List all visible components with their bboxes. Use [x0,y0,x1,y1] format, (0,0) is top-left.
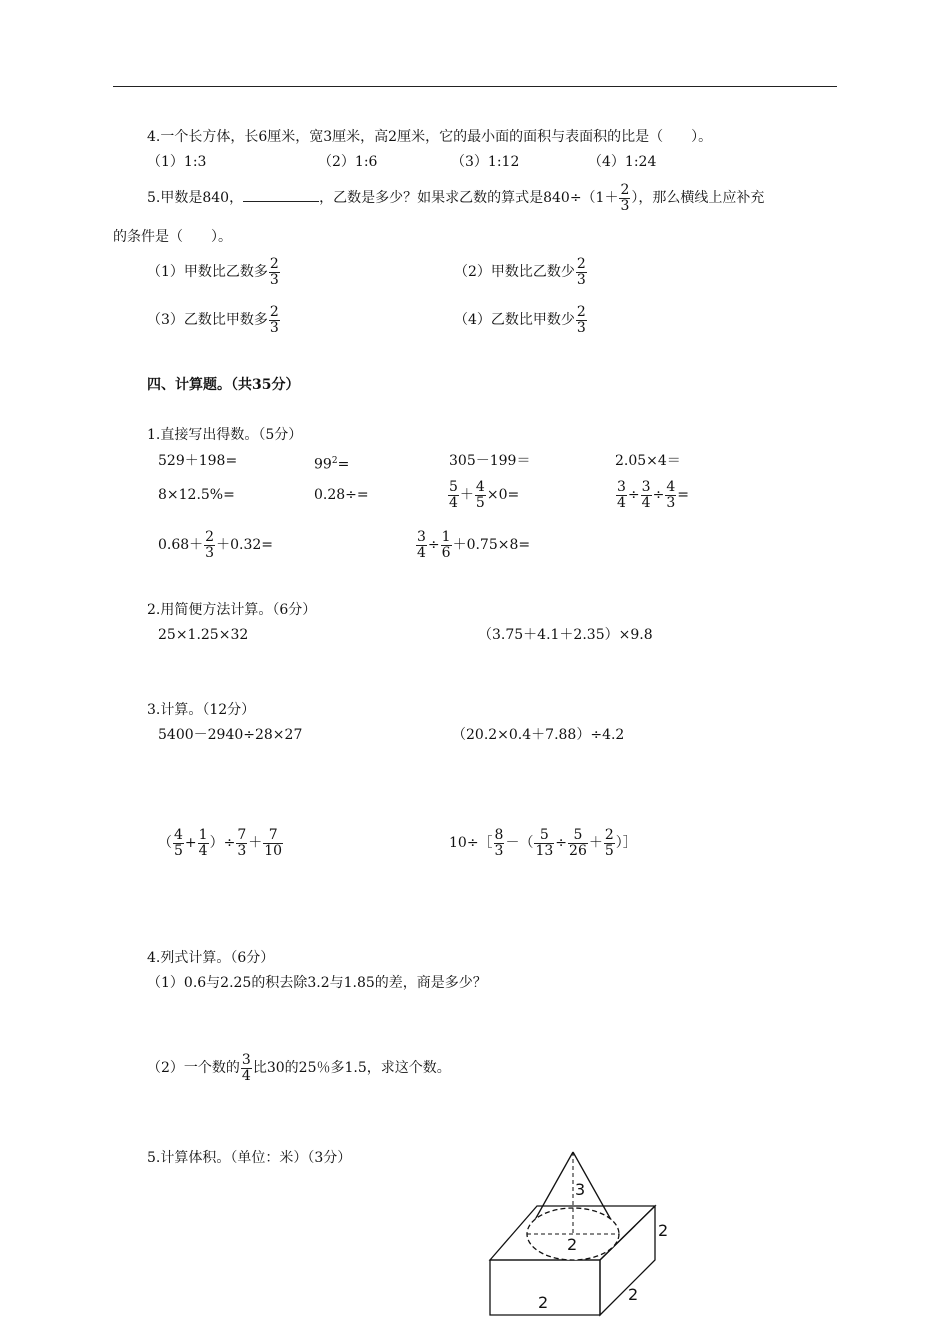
label-box-width: 2 [628,1285,639,1304]
q5-option-3: （3）乙数比甲数多 $\frac{2}{3}$ [147,303,279,336]
calc1-item-6: 0.28÷= [314,487,369,503]
calc1-item-3: 305－199＝ [449,453,531,469]
calc1-item-5: 8×12.5%= [158,487,235,503]
q5-option-1: （1）甲数比乙数多 $\frac{2}{3}$ [147,255,279,288]
calc5-title: 5.计算体积。（单位：米）（3分） [147,1150,352,1166]
calc1-item-8: $\frac{3}{4}$ ÷ $\frac{3}{4}$ ÷ $\frac{4}{3}$ = [617,478,689,511]
q5-stem: 5.甲数是840， ，乙数是多少？如果求乙数的算式是840÷（1＋ $\frac{2}{3}$ ），那么横线上应补充 [147,181,765,214]
q4-option-3: （3）1:12 [451,154,520,170]
calc3-item-3: （ $\frac{4}{5}$ + $\frac{1}{4}$ ）÷ $\frac{7}{3}$ ＋ $\frac{7}{10}$ [158,826,283,859]
calc2-item-2: （3.75＋4.1＋2.35）×9.8 [478,627,653,643]
header-rule [113,86,837,87]
q5-option-4: （4）乙数比甲数少 $\frac{2}{3}$ [454,303,586,336]
q4-option-4: （4）1:24 [588,154,657,170]
calc4-title: 4.列式计算。（6分） [147,950,275,966]
q4-option-1: （1）1:3 [147,154,207,170]
q5-stem-line2: 的条件是（ ）。 [113,229,232,245]
calc1-item-4: 2.05×4＝ [615,453,681,469]
answer-blank[interactable] [243,187,319,202]
calc3-item-1: 5400－2940÷28×27 [158,727,303,743]
fraction: $\frac{2}{3}$ [620,181,630,214]
calc3-item-4: 10÷［ $\frac{8}{3}$ －（ $\frac{5}{13}$ ÷ $\frac{5}{26}$ ＋ $\frac{2}{5}$ ）］ [449,826,637,859]
calc1-item-1: 529＋198= [158,453,238,469]
calc3-title: 3.计算。（12分） [147,702,256,718]
calc1-item-7: $\frac{5}{4}$ ＋ $\frac{4}{5}$ ×0= [449,478,520,511]
section-title: 四、计算题。（共35分） [147,377,300,393]
label-box-length: 2 [538,1293,549,1312]
label-diameter: 2 [567,1235,578,1254]
calc4-item-2: （2）一个数的 $\frac{3}{4}$ 比30的25％多1.5，求这个数。 [147,1051,451,1084]
calc1-item-10: $\frac{3}{4}$ ÷ $\frac{1}{6}$ ＋0.75×8= [417,528,531,561]
calc4-item-1: （1）0.6与2.25的积去除3.2与1.85的差，商是多少？ [147,975,487,991]
calc1-item-9: 0.68＋ $\frac{2}{3}$ ＋0.32= [158,528,273,561]
calc1-title: 1.直接写出得数。（5分） [147,427,303,443]
label-box-height: 2 [658,1221,669,1240]
q4-option-2: （2）1:6 [318,154,378,170]
q5-option-2: （2）甲数比乙数少 $\frac{2}{3}$ [454,255,586,288]
calc3-item-2: （20.2×0.4＋7.88）÷4.2 [452,727,625,743]
calc2-title: 2.用简便方法计算。（6分） [147,602,317,618]
calc1-item-2: $99^2=$ [314,456,350,473]
volume-figure [480,1140,680,1320]
label-cone-height: 3 [575,1180,586,1199]
calc2-item-1: 25×1.25×32 [158,627,249,643]
q4-stem: 4.一个长方体，长6厘米，宽3厘米，高2厘米，它的最小面的面积与表面积的比是（ ）。 [147,129,713,145]
